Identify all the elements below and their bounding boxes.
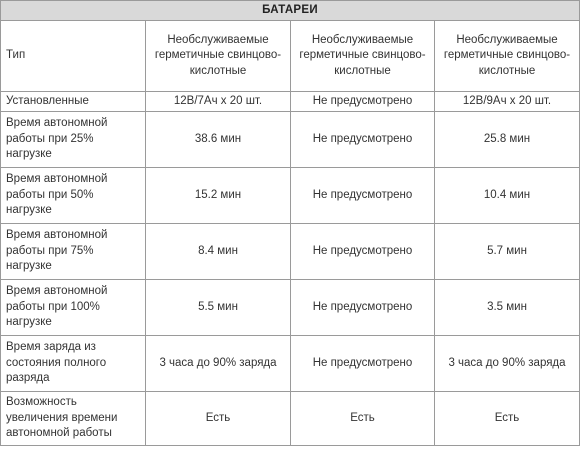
- cell-runtime-50-model-1: 15.2 мин: [146, 168, 291, 224]
- cell-charge-time-model-2: Не предусмотрено: [291, 336, 435, 392]
- cell-charge-time-model-3: 3 часа до 90% заряда: [435, 336, 580, 392]
- row-label-runtime-25: Время автономной работы при 25% нагрузке: [1, 112, 146, 168]
- cell-installed-model-2: Не предусмотрено: [291, 92, 435, 112]
- table-title-row: [1, 1, 580, 21]
- row-label-type: Тип: [1, 21, 146, 92]
- table-row-type: [1, 21, 580, 92]
- cell-runtime-50-model-3: 10.4 мин: [435, 168, 580, 224]
- table-row-runtime-50: [1, 168, 580, 224]
- table-row-charge-time: [1, 336, 580, 392]
- cell-extension-model-1: Есть: [146, 392, 291, 446]
- cell-runtime-100-model-1: 5.5 мин: [146, 280, 291, 336]
- cell-charge-time-model-1: 3 часа до 90% заряда: [146, 336, 291, 392]
- table-row-runtime-75: [1, 224, 580, 280]
- cell-runtime-100-model-3: 3.5 мин: [435, 280, 580, 336]
- cell-runtime-25-model-2: Не предусмотрено: [291, 112, 435, 168]
- cell-runtime-50-model-2: Не предусмотрено: [291, 168, 435, 224]
- row-label-runtime-75: Время автономной работы при 75% нагрузке: [1, 224, 146, 280]
- row-label-installed: Установленные: [1, 92, 146, 112]
- cell-type-model-2: Необслуживаемые герметичные свинцово-кислотные: [291, 21, 435, 92]
- cell-runtime-75-model-1: 8.4 мин: [146, 224, 291, 280]
- cell-runtime-25-model-3: 25.8 мин: [435, 112, 580, 168]
- cell-installed-model-3: 12В/9Ач x 20 шт.: [435, 92, 580, 112]
- table-row-runtime-100: [1, 280, 580, 336]
- table-row-runtime-extension: [1, 392, 580, 446]
- cell-type-model-1: Необслуживаемые герметичные свинцово-кислотные: [146, 21, 291, 92]
- row-label-runtime-extension: Возможность увеличения времени автономной работы: [1, 392, 146, 446]
- cell-installed-model-1: 12В/7Ач x 20 шт.: [146, 92, 291, 112]
- cell-extension-model-3: Есть: [435, 392, 580, 446]
- table-title: БАТАРЕИ: [1, 1, 580, 21]
- row-label-charge-time: Время заряда из состояния полного разряда: [1, 336, 146, 392]
- row-label-runtime-100: Время автономной работы при 100% нагрузке: [1, 280, 146, 336]
- cell-runtime-100-model-2: Не предусмотрено: [291, 280, 435, 336]
- cell-runtime-25-model-1: 38.6 мин: [146, 112, 291, 168]
- cell-runtime-75-model-3: 5.7 мин: [435, 224, 580, 280]
- cell-runtime-75-model-2: Не предусмотрено: [291, 224, 435, 280]
- row-label-runtime-50: Время автономной работы при 50% нагрузке: [1, 168, 146, 224]
- cell-extension-model-2: Есть: [291, 392, 435, 446]
- cell-type-model-3: Необслуживаемые герметичные свинцово-кислотные: [435, 21, 580, 92]
- table-row-installed: [1, 92, 580, 112]
- table-row-runtime-25: [1, 112, 580, 168]
